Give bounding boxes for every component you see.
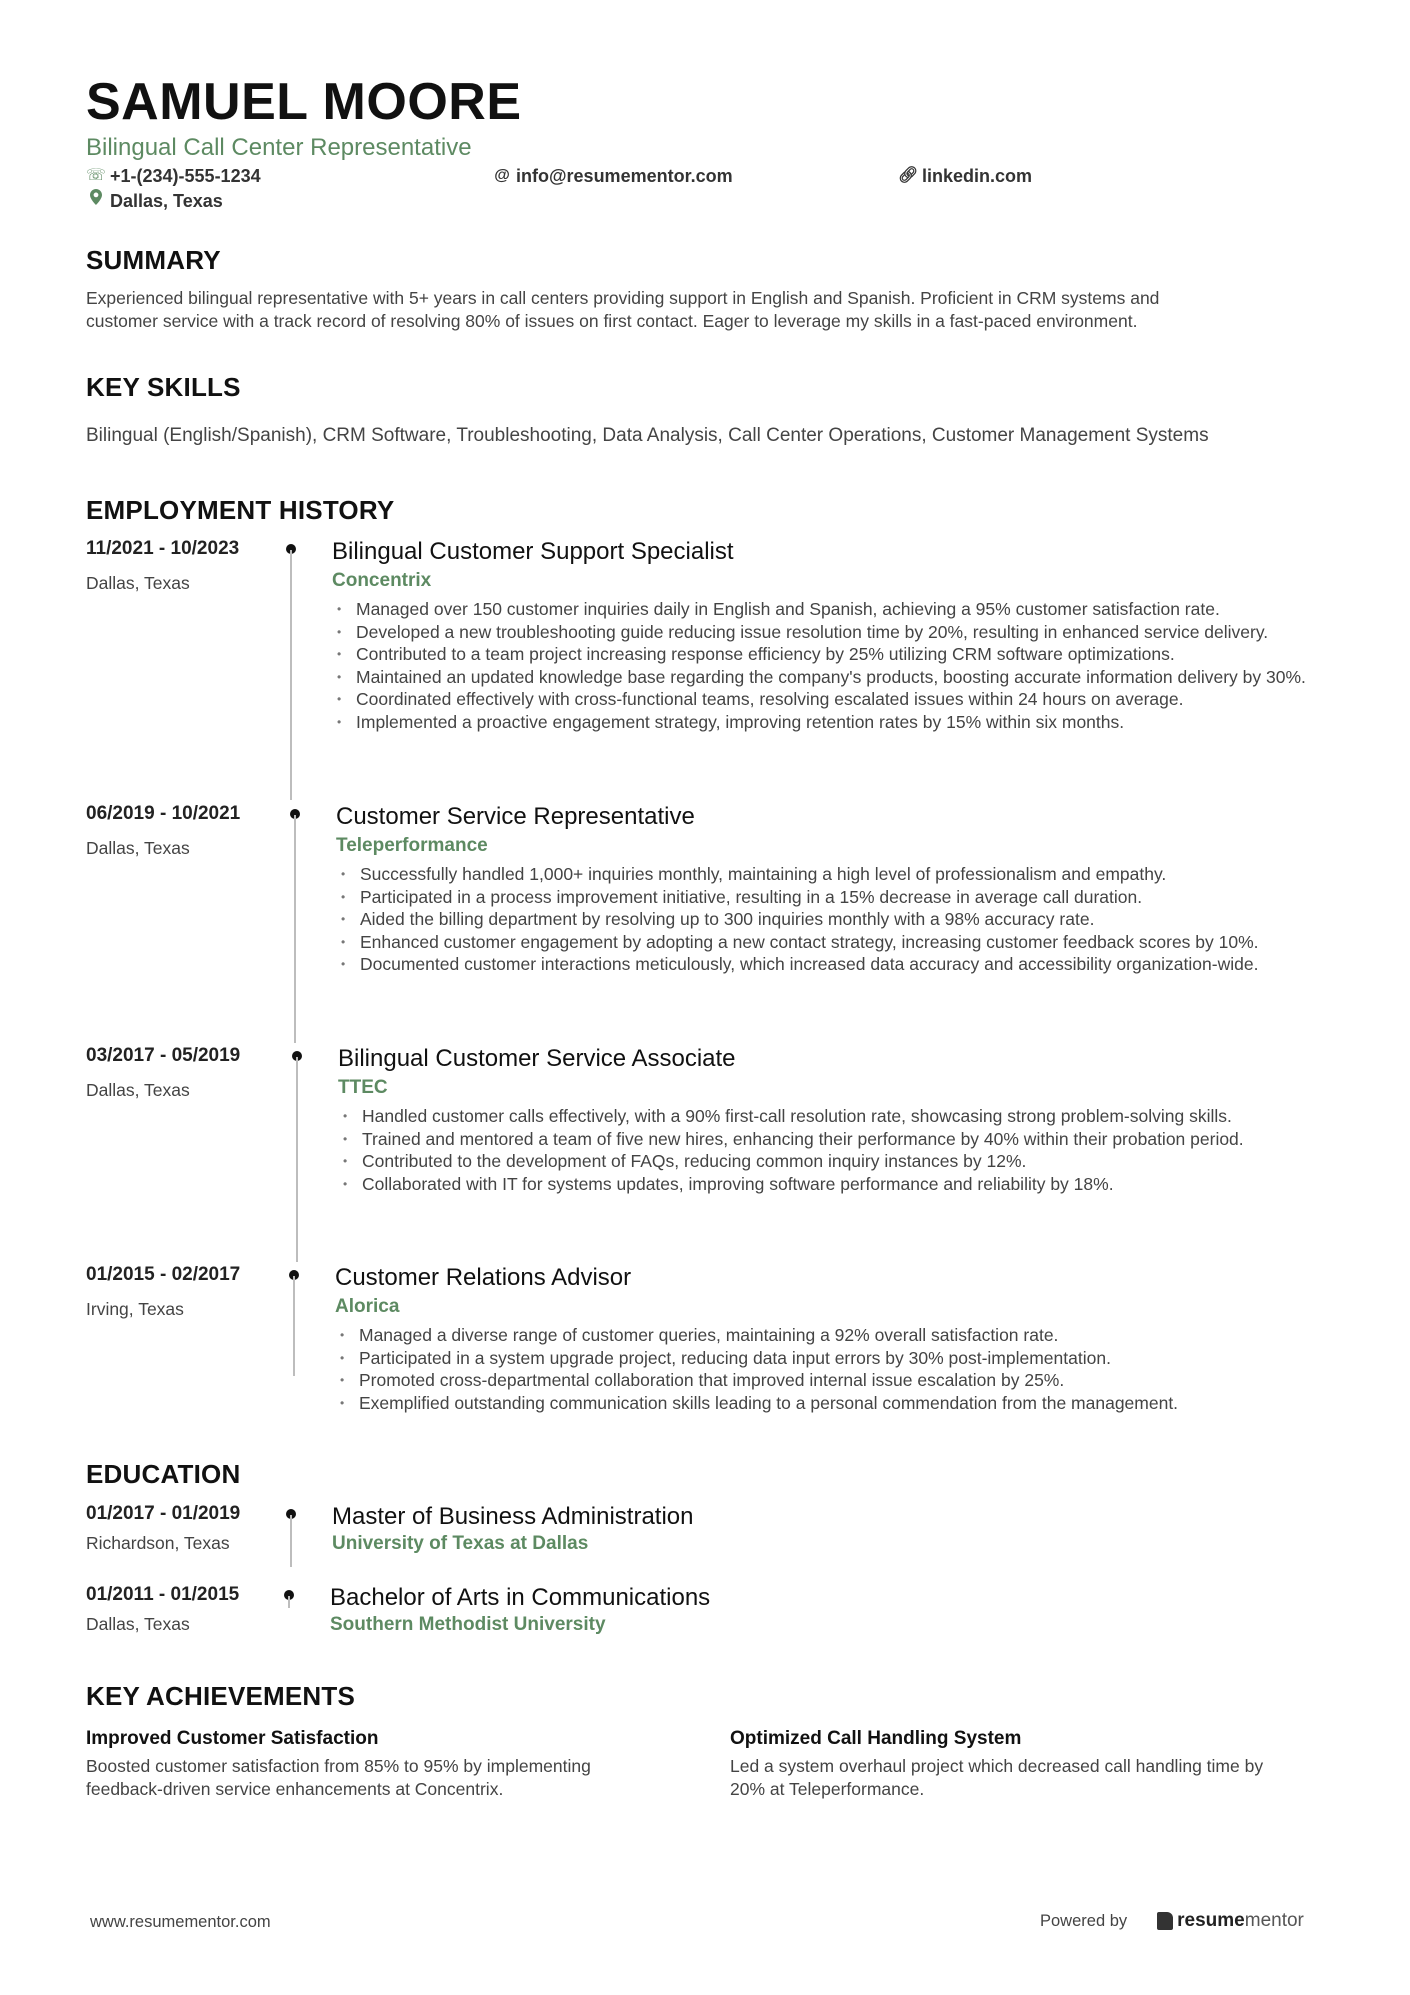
contact-phone — [86, 164, 261, 188]
job-dates: 06/2019 - 10/2021 — [86, 803, 241, 824]
job-company: Concentrix — [332, 570, 432, 591]
job-bullets — [332, 598, 1332, 733]
achievement-title: Optimized Call Handling System — [730, 1728, 1022, 1749]
job-location: Dallas, Texas — [86, 1080, 190, 1100]
timeline-line — [288, 1596, 290, 1608]
brand-name — [1177, 1909, 1304, 1933]
job-entry — [0, 536, 1410, 786]
skills-list: Bilingual (English/Spanish), CRM Software, Troubleshooting, Data Analysis, Call Center Operations, Customer Management Systems — [86, 425, 1209, 446]
timeline-line — [294, 815, 296, 1043]
footer-website[interactable]: www.resumementor.com — [90, 1913, 271, 1931]
contact-linkedin[interactable] — [898, 164, 1032, 188]
achievement-title: Improved Customer Satisfaction — [86, 1728, 379, 1749]
candidate-name: SAMUEL MOORE — [86, 73, 522, 131]
skills-heading: KEY SKILLS — [86, 372, 241, 402]
job-bullet: • Promoted cross-departmental collaboration that improved internal issue escalation by 25%. — [335, 1369, 1335, 1392]
job-bullet: • Contributed to a team project increasing response efficiency by 25% utilizing CRM software optimizations. — [332, 643, 1332, 666]
phone-text: +1-(234)-555-1234 — [110, 166, 261, 186]
job-bullet: • Handled customer calls effectively, with a 90% first-call resolution rate, showcasing strong problem-solving skills. — [338, 1105, 1338, 1128]
education-location: Dallas, Texas — [86, 1614, 190, 1634]
powered-by-label: Powered by — [1040, 1912, 1128, 1930]
achievement-desc-line: feedback-driven service enhancements at Concentrix. — [86, 1779, 504, 1799]
achievement-desc-line: Boosted customer satisfaction from 85% to 95% by implementing — [86, 1756, 591, 1776]
location-pin-icon — [86, 189, 106, 213]
achievement-desc-line: 20% at Teleperformance. — [730, 1779, 925, 1799]
brand-strong: resume — [1177, 1910, 1245, 1931]
email-text[interactable]: info@resumementor.com — [516, 166, 733, 186]
job-bullet: • Documented customer interactions meticulously, which increased data accuracy and accessibility organization-wide. — [336, 953, 1336, 976]
contact-email[interactable] — [492, 164, 733, 188]
job-company: Teleperformance — [336, 835, 488, 856]
timeline-line — [290, 550, 292, 800]
summary-line-1: Experienced bilingual representative with 5+ years in call centers providing support in English and Spanish. Proficient in CRM systems and — [86, 288, 1160, 308]
job-bullet: • Participated in a system upgrade project, reducing data input errors by 30% post-implementation. — [335, 1347, 1335, 1370]
education-heading: EDUCATION — [86, 1459, 241, 1489]
job-bullet: • Managed over 150 customer inquiries daily in English and Spanish, achieving a 95% customer satisfaction rate. — [332, 598, 1332, 621]
achievement-item — [86, 1726, 686, 1801]
job-location: Dallas, Texas — [86, 838, 190, 858]
location-text: Dallas, Texas — [110, 191, 223, 211]
job-dates: 01/2015 - 02/2017 — [86, 1264, 241, 1285]
summary-heading: SUMMARY — [86, 245, 221, 275]
brand-light: mentor — [1244, 1910, 1304, 1931]
linkedin-text[interactable]: linkedin.com — [922, 166, 1033, 186]
summary-text — [86, 287, 1316, 333]
job-bullet: • Coordinated effectively with cross-functional teams, resolving escalated issues within 24 hours on average. — [332, 688, 1332, 711]
phone-icon: ☏ — [86, 167, 107, 184]
job-bullet: • Exemplified outstanding communication skills leading to a personal commendation from the management. — [335, 1392, 1335, 1415]
at-icon: @ — [494, 167, 510, 184]
education-school: Southern Methodist University — [330, 1614, 606, 1635]
timeline-line — [296, 1057, 298, 1262]
education-degree: Bachelor of Arts in Communications — [330, 1584, 711, 1611]
job-role: Bilingual Customer Service Associate — [338, 1045, 736, 1072]
job-bullet: • Managed a diverse range of customer queries, maintaining a 92% overall satisfaction rate. — [335, 1324, 1335, 1347]
timeline-line — [290, 1515, 292, 1567]
summary-line-2: customer service with a track record of resolving 80% of issues on first contact. Eager to leverage my skills in a fast-paced environment. — [86, 311, 1138, 331]
job-bullet: • Implemented a proactive engagement strategy, improving retention rates by 15% within six months. — [332, 711, 1332, 734]
job-bullet: • Enhanced customer engagement by adopting a new contact strategy, increasing customer feedback scores by 10%. — [336, 931, 1336, 954]
job-bullets — [338, 1105, 1338, 1195]
candidate-title: Bilingual Call Center Representative — [86, 134, 472, 161]
education-school: University of Texas at Dallas — [332, 1533, 589, 1554]
job-company: Alorica — [335, 1296, 400, 1317]
timeline-line — [293, 1276, 295, 1376]
resumementor-logo-icon — [1157, 1912, 1173, 1930]
achievements-heading: KEY ACHIEVEMENTS — [86, 1681, 356, 1711]
job-bullet: • Maintained an updated knowledge base regarding the company's products, boosting accurate information delivery by 30%. — [332, 666, 1332, 689]
job-bullet: • Developed a new troubleshooting guide reducing issue resolution time by 20%, resulting in enhanced service delivery. — [332, 621, 1332, 644]
job-dates: 11/2021 - 10/2023 — [86, 538, 240, 559]
job-dates: 03/2017 - 05/2019 — [86, 1045, 241, 1066]
job-role: Customer Relations Advisor — [335, 1264, 632, 1291]
education-degree: Master of Business Administration — [332, 1503, 694, 1530]
education-location: Richardson, Texas — [86, 1533, 230, 1553]
achievement-desc — [86, 1755, 686, 1801]
job-location: Dallas, Texas — [86, 573, 190, 593]
job-role: Customer Service Representative — [336, 803, 695, 830]
job-bullet: • Aided the billing department by resolving up to 300 inquiries monthly with a 98% accuracy rate. — [336, 908, 1336, 931]
achievement-desc — [730, 1755, 1330, 1801]
job-bullet: • Participated in a process improvement initiative, resulting in a 15% decrease in average call duration. — [336, 886, 1336, 909]
achievement-item — [730, 1726, 1330, 1801]
job-company: TTEC — [338, 1077, 388, 1098]
employment-heading: EMPLOYMENT HISTORY — [86, 495, 395, 525]
education-dates: 01/2017 - 01/2019 — [86, 1503, 241, 1524]
job-bullet: • Contributed to the development of FAQs, reducing common inquiry instances by 12%. — [338, 1150, 1338, 1173]
job-bullets — [336, 863, 1336, 976]
education-dates: 01/2011 - 01/2015 — [86, 1584, 240, 1605]
link-icon: 🔗︎ — [898, 167, 919, 184]
job-bullet: • Trained and mentored a team of five new hires, enhancing their performance by 40% within their probation period. — [338, 1128, 1338, 1151]
achievement-desc-line: Led a system overhaul project which decreased call handling time by — [730, 1756, 1264, 1776]
job-bullets — [335, 1324, 1335, 1414]
job-bullet: • Collaborated with IT for systems updates, improving software performance and reliability by 18%. — [338, 1173, 1338, 1196]
contact-location — [86, 189, 223, 213]
footer-powered-by — [1040, 1909, 1304, 1933]
job-location: Irving, Texas — [86, 1299, 184, 1319]
job-role: Bilingual Customer Support Specialist — [332, 538, 734, 565]
job-bullet: • Successfully handled 1,000+ inquiries monthly, maintaining a high level of professionalism and empathy. — [336, 863, 1336, 886]
